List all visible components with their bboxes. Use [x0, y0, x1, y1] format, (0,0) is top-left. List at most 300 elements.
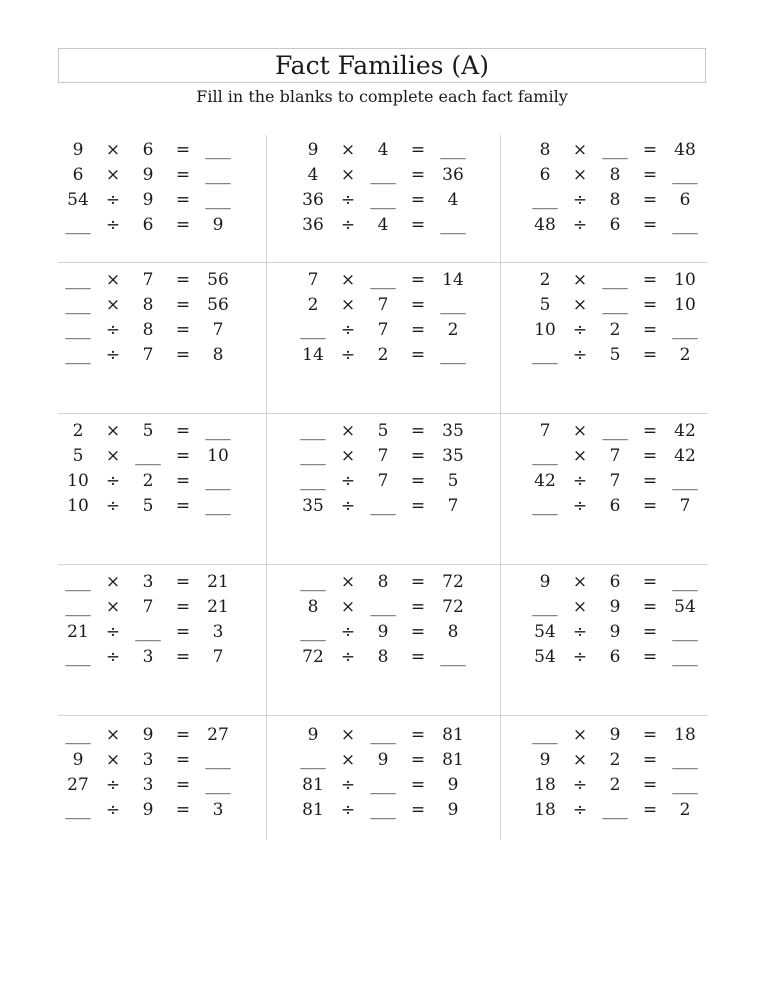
equals-sign: =	[175, 571, 191, 592]
operator: ×	[340, 420, 356, 441]
first-operand: 35	[302, 496, 324, 517]
first-operand: 81	[302, 774, 324, 795]
equals-sign: =	[642, 164, 658, 185]
fact-family-9	[500, 413, 708, 564]
equation-row	[294, 162, 500, 187]
worksheet-instructions: Fill in the blanks to complete each fact family	[196, 87, 568, 106]
second-operand: 4	[377, 139, 389, 160]
result: 21	[207, 596, 229, 617]
equation-row	[294, 619, 500, 644]
operator: ÷	[105, 319, 121, 340]
equals-sign: =	[642, 647, 658, 668]
fact-family-7	[58, 413, 266, 564]
equation-row	[294, 468, 500, 493]
equation-row	[59, 418, 266, 443]
equation-row	[59, 645, 266, 670]
equals-sign: =	[410, 470, 426, 491]
operator: ÷	[572, 215, 588, 236]
equation-row	[59, 292, 266, 317]
second-operand: 4	[377, 215, 389, 236]
result: 56	[207, 294, 229, 315]
operator: ×	[572, 139, 588, 160]
second-operand: 9	[609, 596, 621, 617]
operator: ×	[105, 445, 121, 466]
fact-family-14	[266, 715, 500, 840]
equals-sign: =	[642, 269, 658, 290]
operator: ÷	[572, 189, 588, 210]
first-operand: 10	[67, 496, 89, 517]
equals-sign: =	[410, 596, 426, 617]
result: 2	[679, 800, 691, 821]
second-operand: ___	[602, 139, 628, 160]
second-operand: 7	[609, 445, 621, 466]
equals-sign: =	[175, 724, 191, 745]
operator: ×	[340, 724, 356, 745]
operator: ÷	[340, 496, 356, 517]
second-operand: ___	[602, 800, 628, 821]
second-operand: 6	[609, 215, 621, 236]
equals-sign: =	[642, 496, 658, 517]
operator: ÷	[340, 215, 356, 236]
second-operand: 2	[609, 749, 621, 770]
operator: ×	[105, 139, 121, 160]
equals-sign: =	[642, 319, 658, 340]
result: ___	[205, 139, 231, 160]
result: 10	[674, 294, 696, 315]
operator: ÷	[572, 496, 588, 517]
equation-row	[294, 267, 500, 292]
second-operand: 5	[142, 496, 154, 517]
second-operand: 7	[142, 596, 154, 617]
second-operand: ___	[370, 724, 396, 745]
first-operand: ___	[300, 420, 326, 441]
equation-row	[526, 267, 708, 292]
operator: ÷	[572, 800, 588, 821]
fact-family-15	[500, 715, 708, 840]
second-operand: 9	[609, 724, 621, 745]
result: 42	[674, 420, 696, 441]
operator: ×	[572, 724, 588, 745]
operator: ×	[340, 164, 356, 185]
equals-sign: =	[410, 215, 426, 236]
operator: ÷	[572, 345, 588, 366]
second-operand: ___	[370, 800, 396, 821]
operator: ×	[105, 749, 121, 770]
first-operand: 9	[539, 571, 551, 592]
operator: ÷	[340, 470, 356, 491]
result: 3	[212, 621, 224, 642]
first-operand: ___	[65, 596, 91, 617]
equation-row	[294, 645, 500, 670]
second-operand: 8	[609, 164, 621, 185]
equation-row	[294, 747, 500, 772]
operator: ÷	[340, 647, 356, 668]
result: 27	[207, 724, 229, 745]
second-operand: 5	[609, 345, 621, 366]
result: 56	[207, 269, 229, 290]
first-operand: 7	[539, 420, 551, 441]
first-operand: 2	[72, 420, 84, 441]
first-operand: 36	[302, 189, 324, 210]
first-operand: ___	[65, 800, 91, 821]
equation-row	[526, 722, 708, 747]
operator: ×	[105, 294, 121, 315]
operator: ÷	[105, 800, 121, 821]
first-operand: 5	[72, 445, 84, 466]
equals-sign: =	[642, 596, 658, 617]
equation-row	[526, 747, 708, 772]
first-operand: ___	[300, 470, 326, 491]
result: 81	[442, 749, 464, 770]
equals-sign: =	[410, 724, 426, 745]
equals-sign: =	[642, 621, 658, 642]
fact-family-11	[266, 564, 500, 715]
equation-row	[526, 619, 708, 644]
result: 9	[447, 800, 459, 821]
result: ___	[672, 774, 698, 795]
equation-row	[294, 594, 500, 619]
second-operand: 3	[142, 647, 154, 668]
operator: ×	[572, 420, 588, 441]
first-operand: 54	[534, 621, 556, 642]
result: ___	[672, 647, 698, 668]
equation-row	[59, 187, 266, 212]
second-operand: 2	[142, 470, 154, 491]
first-operand: 54	[67, 189, 89, 210]
result: ___	[205, 189, 231, 210]
equals-sign: =	[410, 139, 426, 160]
fact-family-12	[500, 564, 708, 715]
operator: ÷	[572, 621, 588, 642]
operator: ×	[340, 294, 356, 315]
title-box	[58, 48, 706, 83]
equals-sign: =	[642, 345, 658, 366]
first-operand: ___	[532, 445, 558, 466]
equals-sign: =	[175, 215, 191, 236]
first-operand: 9	[539, 749, 551, 770]
equation-row	[294, 317, 500, 342]
first-operand: 54	[534, 647, 556, 668]
operator: ×	[572, 571, 588, 592]
equals-sign: =	[410, 345, 426, 366]
first-operand: 4	[307, 164, 319, 185]
first-operand: 9	[72, 139, 84, 160]
second-operand: 8	[142, 294, 154, 315]
operator: ÷	[572, 774, 588, 795]
result: 7	[447, 496, 459, 517]
result: 2	[679, 345, 691, 366]
second-operand: ___	[602, 294, 628, 315]
equals-sign: =	[410, 647, 426, 668]
first-operand: 6	[72, 164, 84, 185]
equals-sign: =	[642, 294, 658, 315]
first-operand: ___	[532, 345, 558, 366]
operator: ×	[105, 420, 121, 441]
operator: ÷	[105, 774, 121, 795]
second-operand: 6	[142, 215, 154, 236]
second-operand: 8	[377, 647, 389, 668]
operator: ×	[340, 269, 356, 290]
result: 7	[212, 647, 224, 668]
fact-family-grid	[58, 135, 708, 840]
first-operand: ___	[300, 571, 326, 592]
first-operand: 10	[67, 470, 89, 491]
operator: ×	[105, 596, 121, 617]
second-operand: ___	[370, 774, 396, 795]
worksheet-title: Fact Families (A)	[275, 51, 489, 80]
first-operand: ___	[65, 294, 91, 315]
equals-sign: =	[642, 571, 658, 592]
equals-sign: =	[410, 164, 426, 185]
operator: ×	[340, 445, 356, 466]
result: 6	[679, 189, 691, 210]
result: 42	[674, 445, 696, 466]
second-operand: 7	[377, 294, 389, 315]
equals-sign: =	[410, 294, 426, 315]
result: ___	[205, 496, 231, 517]
result: 8	[447, 621, 459, 642]
equals-sign: =	[175, 189, 191, 210]
second-operand: 9	[377, 749, 389, 770]
result: ___	[672, 164, 698, 185]
result: 48	[674, 139, 696, 160]
equals-sign: =	[642, 724, 658, 745]
equals-sign: =	[175, 294, 191, 315]
equation-row	[294, 772, 500, 797]
second-operand: 8	[377, 571, 389, 592]
equation-row	[526, 317, 708, 342]
first-operand: ___	[65, 319, 91, 340]
first-operand: ___	[65, 571, 91, 592]
equation-row	[59, 619, 266, 644]
operator: ×	[340, 571, 356, 592]
second-operand: 8	[142, 319, 154, 340]
second-operand: 2	[609, 774, 621, 795]
equation-row	[526, 292, 708, 317]
equation-row	[59, 569, 266, 594]
operator: ÷	[105, 496, 121, 517]
equation-row	[294, 722, 500, 747]
equation-row	[59, 747, 266, 772]
first-operand: ___	[300, 319, 326, 340]
equals-sign: =	[175, 319, 191, 340]
equation-row	[294, 137, 500, 162]
equals-sign: =	[410, 571, 426, 592]
result: ___	[205, 749, 231, 770]
first-operand: 5	[539, 294, 551, 315]
second-operand: 9	[142, 800, 154, 821]
equation-row	[526, 443, 708, 468]
first-operand: 9	[307, 724, 319, 745]
result: 7	[212, 319, 224, 340]
equation-row	[526, 187, 708, 212]
equals-sign: =	[175, 345, 191, 366]
result: ___	[440, 345, 466, 366]
equation-row	[294, 798, 500, 823]
second-operand: ___	[370, 189, 396, 210]
result: 2	[447, 319, 459, 340]
first-operand: 81	[302, 800, 324, 821]
operator: ×	[572, 294, 588, 315]
equation-row	[526, 137, 708, 162]
first-operand: ___	[65, 269, 91, 290]
result: ___	[205, 164, 231, 185]
operator: ×	[340, 139, 356, 160]
equation-row	[526, 418, 708, 443]
equals-sign: =	[410, 189, 426, 210]
result: 81	[442, 724, 464, 745]
equation-row	[59, 343, 266, 368]
second-operand: 3	[142, 774, 154, 795]
equals-sign: =	[175, 470, 191, 491]
result: 3	[212, 800, 224, 821]
result: 72	[442, 596, 464, 617]
equals-sign: =	[175, 139, 191, 160]
equation-row	[294, 292, 500, 317]
equals-sign: =	[175, 420, 191, 441]
second-operand: 2	[609, 319, 621, 340]
second-operand: 8	[609, 189, 621, 210]
operator: ÷	[340, 621, 356, 642]
equals-sign: =	[175, 647, 191, 668]
result: 18	[674, 724, 696, 745]
result: 9	[212, 215, 224, 236]
operator: ÷	[105, 470, 121, 491]
second-operand: 9	[142, 189, 154, 210]
operator: ×	[572, 445, 588, 466]
equals-sign: =	[642, 774, 658, 795]
second-operand: 9	[609, 621, 621, 642]
second-operand: ___	[602, 420, 628, 441]
equation-row	[294, 213, 500, 238]
fact-family-8	[266, 413, 500, 564]
equals-sign: =	[410, 420, 426, 441]
first-operand: 8	[307, 596, 319, 617]
operator: ÷	[340, 319, 356, 340]
equation-row	[294, 187, 500, 212]
operator: ×	[105, 269, 121, 290]
equation-row	[59, 137, 266, 162]
operator: ×	[105, 164, 121, 185]
first-operand: ___	[532, 596, 558, 617]
second-operand: 2	[377, 345, 389, 366]
equals-sign: =	[175, 596, 191, 617]
second-operand: 7	[377, 445, 389, 466]
equals-sign: =	[642, 215, 658, 236]
second-operand: 6	[609, 647, 621, 668]
result: 21	[207, 571, 229, 592]
first-operand: ___	[65, 345, 91, 366]
equation-row	[294, 569, 500, 594]
first-operand: ___	[532, 496, 558, 517]
equation-row	[59, 162, 266, 187]
operator: ×	[572, 164, 588, 185]
result: 10	[674, 269, 696, 290]
equals-sign: =	[175, 164, 191, 185]
result: ___	[205, 420, 231, 441]
first-operand: 72	[302, 647, 324, 668]
equals-sign: =	[410, 496, 426, 517]
equation-row	[526, 772, 708, 797]
result: ___	[672, 749, 698, 770]
first-operand: 8	[539, 139, 551, 160]
operator: ÷	[105, 621, 121, 642]
first-operand: ___	[300, 749, 326, 770]
equation-row	[526, 162, 708, 187]
second-operand: ___	[370, 164, 396, 185]
operator: ×	[105, 571, 121, 592]
equation-row	[526, 494, 708, 519]
first-operand: ___	[65, 724, 91, 745]
operator: ÷	[105, 647, 121, 668]
result: ___	[672, 215, 698, 236]
result: 54	[674, 596, 696, 617]
operator: ×	[572, 596, 588, 617]
equals-sign: =	[410, 774, 426, 795]
result: 10	[207, 445, 229, 466]
equation-row	[526, 798, 708, 823]
equation-row	[526, 594, 708, 619]
result: 4	[447, 189, 459, 210]
second-operand: 9	[142, 724, 154, 745]
fact-family-5	[266, 262, 500, 413]
second-operand: 3	[142, 749, 154, 770]
result: 9	[447, 774, 459, 795]
second-operand: ___	[370, 596, 396, 617]
equation-row	[59, 317, 266, 342]
first-operand: 27	[67, 774, 89, 795]
equals-sign: =	[410, 319, 426, 340]
equation-row	[526, 468, 708, 493]
operator: ÷	[340, 800, 356, 821]
equation-row	[294, 343, 500, 368]
result: 7	[679, 496, 691, 517]
fact-family-1	[58, 135, 266, 262]
result: ___	[672, 319, 698, 340]
equation-row	[59, 772, 266, 797]
operator: ÷	[105, 189, 121, 210]
second-operand: ___	[370, 496, 396, 517]
second-operand: 7	[142, 345, 154, 366]
first-operand: 36	[302, 215, 324, 236]
second-operand: ___	[370, 269, 396, 290]
equals-sign: =	[175, 445, 191, 466]
operator: ÷	[105, 215, 121, 236]
equation-row	[59, 594, 266, 619]
equation-row	[59, 267, 266, 292]
first-operand: 9	[72, 749, 84, 770]
result: 35	[442, 445, 464, 466]
fact-family-4	[58, 262, 266, 413]
second-operand: 6	[609, 571, 621, 592]
operator: ÷	[340, 345, 356, 366]
equals-sign: =	[642, 139, 658, 160]
equation-row	[294, 418, 500, 443]
operator: ÷	[572, 647, 588, 668]
result: 5	[447, 470, 459, 491]
first-operand: 18	[534, 774, 556, 795]
result: ___	[440, 647, 466, 668]
result: ___	[672, 470, 698, 491]
equation-row	[294, 494, 500, 519]
equals-sign: =	[175, 800, 191, 821]
equation-row	[59, 213, 266, 238]
second-operand: 7	[609, 470, 621, 491]
equals-sign: =	[410, 621, 426, 642]
first-operand: ___	[532, 189, 558, 210]
equals-sign: =	[410, 269, 426, 290]
fact-family-6	[500, 262, 708, 413]
